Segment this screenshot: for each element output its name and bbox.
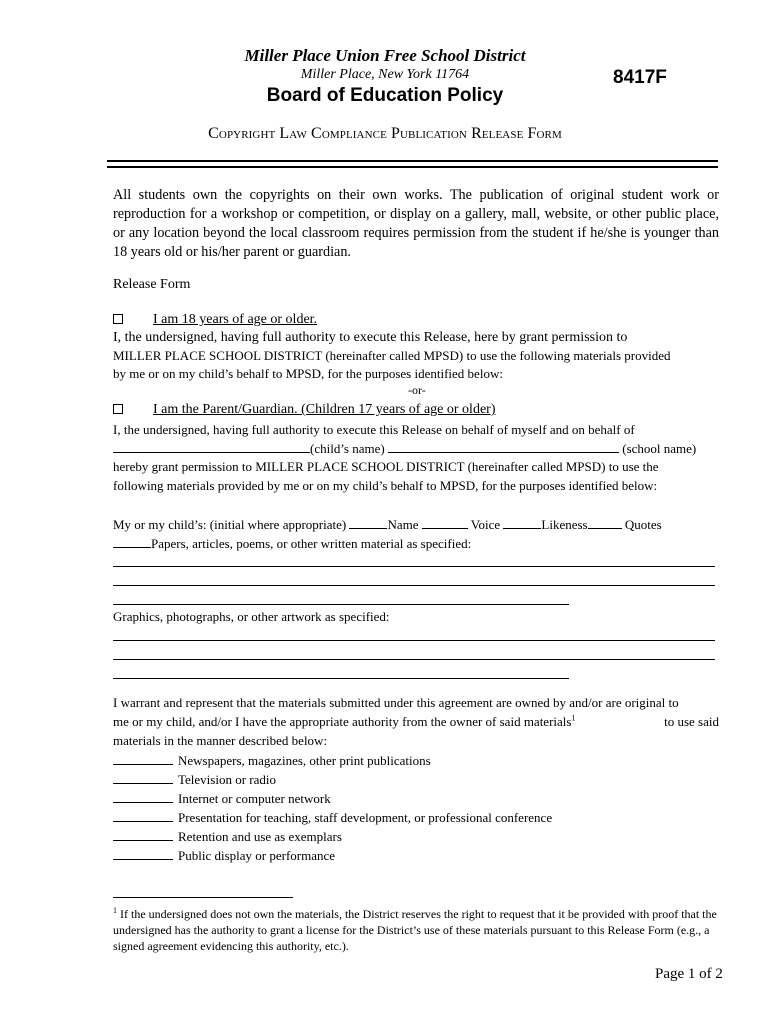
likeness-initial-blank[interactable] — [503, 516, 541, 529]
use-item — [113, 847, 719, 864]
school-name-label: (school name) — [622, 441, 697, 456]
likeness-label: Likeness — [541, 517, 588, 532]
or-separator: -or- — [408, 383, 426, 397]
papers-line — [113, 535, 719, 552]
use-item — [113, 771, 719, 788]
use-label: Newspapers, magazines, other print publications — [178, 753, 431, 768]
use-initial-blank[interactable] — [113, 790, 173, 803]
use-initial-blank[interactable] — [113, 752, 173, 765]
parent-checkbox[interactable] — [113, 404, 123, 414]
child-name-blank[interactable] — [113, 440, 310, 453]
parent-line-3: hereby grant permission to MILLER PLACE SCHOOL DISTRICT (hereinafter called MPSD) to use the — [113, 459, 659, 474]
papers-label: Papers, articles, poems, or other written material as specified: — [151, 536, 472, 551]
policy-number: 8417F — [613, 67, 667, 88]
footnote-text: If the undersigned does not own the materials, the District reserves the right to request that it be provided with proof that the undersigned has the authority to grant a license for the District’s use of these materials pursuant to this Release Form (e.g., a signed agreement evidencing this authority, etc.). — [113, 907, 717, 953]
name-label: Name — [387, 517, 419, 532]
warrant-line-3: materials in the manner described below: — [113, 733, 328, 748]
use-label: Television or radio — [178, 772, 277, 787]
graphics-label: Graphics, photographs, or other artwork as specified: — [113, 609, 390, 624]
use-item — [113, 790, 719, 807]
header-divider-bottom — [107, 166, 718, 168]
footnote — [113, 906, 719, 954]
parent-option — [113, 402, 719, 418]
warrant-line-2a: me or my child, and/or I have the appropriate authority from the owner of said materials — [113, 714, 572, 729]
district-name: Miller Place Union Free School District — [244, 46, 526, 65]
adult-option-label: I am 18 years of age or older. — [153, 312, 318, 327]
district-address: Miller Place, New York 11764 — [300, 67, 470, 82]
footnote-divider — [113, 897, 293, 898]
use-initial-blank[interactable] — [113, 828, 173, 841]
adult-checkbox[interactable] — [113, 314, 123, 324]
adult-line-1: I, the undersigned, having full authority to execute this Release, here by grant permission to — [113, 330, 628, 345]
materials-prefix: My or my child’s: (initial where appropriate) — [113, 517, 347, 532]
adult-line-3: by me or on my child’s behalf to MPSD, for the purposes identified below: — [113, 366, 503, 381]
warrant-line-1: I warrant and represent that the materials submitted under this agreement are owned by and/or are original to — [113, 695, 679, 710]
footnote-mark: 1 — [113, 906, 117, 915]
header-divider-top — [107, 160, 718, 162]
graphics-fill-line-2[interactable] — [113, 659, 715, 660]
voice-label: Voice — [470, 517, 501, 532]
warrant-line-2b: to use said — [664, 714, 719, 729]
name-initial-blank[interactable] — [349, 516, 387, 529]
footnote-ref: 1 — [571, 713, 576, 723]
graphics-fill-line-1[interactable] — [113, 640, 715, 641]
release-heading: Release Form — [113, 277, 191, 292]
parent-line-4: following materials provided by me or on my child’s behalf to MPSD, for the purposes identified below: — [113, 478, 658, 493]
use-label: Public display or performance — [178, 848, 336, 863]
papers-initial-blank[interactable] — [113, 535, 151, 548]
use-label: Presentation for teaching, staff development, or professional conference — [178, 810, 553, 825]
papers-fill-line-3[interactable] — [113, 604, 569, 605]
warrant-line-2 — [113, 714, 719, 730]
use-initial-blank[interactable] — [113, 809, 173, 822]
parent-line-2 — [113, 440, 719, 457]
school-name-blank[interactable] — [388, 440, 619, 453]
policy-title: Board of Education Policy — [266, 85, 504, 106]
use-item — [113, 828, 719, 845]
adult-option — [113, 312, 719, 328]
quotes-label: Quotes — [624, 517, 662, 532]
graphics-fill-line-3[interactable] — [113, 678, 569, 679]
page-number: Page 1 of 2 — [655, 966, 723, 982]
child-name-label: (child’s name) — [310, 441, 385, 456]
use-initial-blank[interactable] — [113, 847, 173, 860]
use-label: Retention and use as exemplars — [178, 829, 342, 844]
use-label: Internet or computer network — [178, 791, 331, 806]
parent-option-label: I am the Parent/Guardian. (Children 17 years of age or older) — [153, 402, 496, 417]
use-item — [113, 752, 719, 769]
papers-fill-line-1[interactable] — [113, 566, 715, 567]
parent-line-1: I, the undersigned, having full authority to execute this Release on behalf of myself and on behalf of — [113, 422, 635, 437]
adult-line-2: MILLER PLACE SCHOOL DISTRICT (hereinafter called MPSD) to use the following materials provided — [113, 348, 671, 363]
quotes-initial-blank[interactable] — [588, 516, 622, 529]
voice-initial-blank[interactable] — [422, 516, 468, 529]
intro-paragraph: All students own the copyrights on their own works. The publication of original student work or reproduction for a workshop or competition, or display on a gallery, mall, website, or other public place, or any location beyond the local classroom requires permission from the student if he/she is younger than 18 years old or his/her parent or guardian. — [113, 187, 719, 260]
use-item — [113, 809, 719, 826]
form-title: Copyright Law Compliance Publication Release Form — [208, 125, 562, 142]
materials-line — [113, 516, 719, 533]
papers-fill-line-2[interactable] — [113, 585, 715, 586]
use-initial-blank[interactable] — [113, 771, 173, 784]
